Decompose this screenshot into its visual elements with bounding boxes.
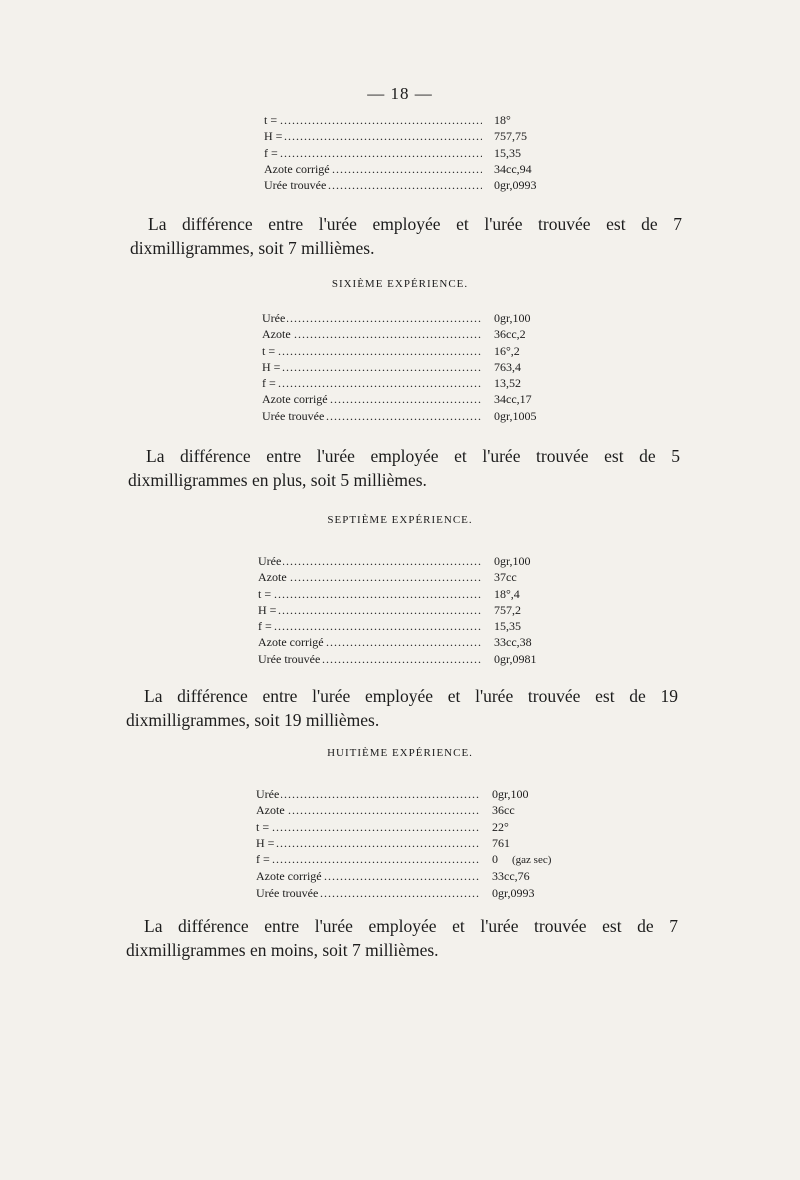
paragraph-2: La différence entre l'urée employée et l'urée trouvée est de 5 dixmilligrammes en plus, soit 5 millièmes. xyxy=(128,446,680,490)
table-row xyxy=(258,634,554,650)
table-row xyxy=(262,310,554,326)
row-label: Urée trouvée xyxy=(262,408,325,423)
table-row xyxy=(262,326,554,342)
row-value: 0gr,0981 xyxy=(494,651,537,666)
row-value: 757,75 xyxy=(494,129,527,144)
table-row xyxy=(258,553,554,569)
row-value: 757,2 xyxy=(494,602,521,617)
row-label: f = xyxy=(258,619,272,634)
value-number: 0 xyxy=(492,852,498,867)
row-label: Azote xyxy=(258,570,287,585)
measurement-table-sixth xyxy=(262,310,554,424)
row-value: 33cc,38 xyxy=(494,635,532,650)
row-label: t = xyxy=(264,113,278,127)
row-value: 16°,2 xyxy=(494,343,520,358)
table-row xyxy=(262,359,554,375)
measurement-table-eighth xyxy=(256,786,586,901)
table-row xyxy=(264,112,554,128)
row-label: Azote xyxy=(262,327,291,342)
table-row xyxy=(256,885,586,901)
table-row xyxy=(262,391,554,407)
row-label: f = xyxy=(262,376,276,391)
row-value: 33cc,76 xyxy=(492,869,530,884)
row-label: Azote corrigé xyxy=(262,392,328,407)
row-value: 0gr,100 xyxy=(494,311,531,325)
row-label: t = xyxy=(256,819,270,834)
row-label: t = xyxy=(262,343,276,358)
paragraph-4: La différence entre l'urée employée et l'urée trouvée est de 7 dixmilligrammes en moins, soit 7 millièmes. xyxy=(126,916,678,960)
table-row xyxy=(264,145,554,161)
table-row xyxy=(264,161,554,177)
table-row xyxy=(256,851,586,868)
row-label: f = xyxy=(264,145,278,160)
table-row xyxy=(264,177,554,193)
heading-eighth-experiment: HUITIÈME EXPÉRIENCE. xyxy=(327,747,473,759)
row-label: Azote corrigé xyxy=(256,869,322,884)
row-label: Urée trouvée xyxy=(264,178,327,193)
table-row xyxy=(256,835,586,851)
row-label: Urée xyxy=(262,311,286,325)
row-value: 0gr,100 xyxy=(492,787,529,801)
heading-seventh-experiment: SEPTIÈME EXPÉRIENCE. xyxy=(327,514,473,526)
row-value: 34cc,17 xyxy=(494,392,532,407)
value-note: (gaz sec) xyxy=(512,854,552,867)
row-value: 0gr,0993 xyxy=(494,178,537,193)
row-value: 0gr,100 xyxy=(494,554,531,568)
table-row xyxy=(262,343,554,359)
table-row xyxy=(262,408,554,424)
row-value: 761 xyxy=(492,835,510,850)
measurement-table-continued xyxy=(264,112,554,193)
row-value: 36cc,2 xyxy=(494,327,526,342)
paragraph-1: La différence entre l'urée employée et l'urée trouvée est de 7 dixmilligrammes, soit 7 millièmes. xyxy=(130,214,682,258)
table-row xyxy=(262,375,554,391)
row-value: 0gr,1005 xyxy=(494,408,537,423)
heading-sixth-experiment: SIXIÈME EXPÉRIENCE. xyxy=(331,278,469,290)
table-row xyxy=(256,819,586,835)
row-label: Urée xyxy=(258,554,282,568)
paragraph-3: La différence entre l'urée employée et l'urée trouvée est de 19 dixmilligrammes, soit 19 millièmes. xyxy=(126,686,678,730)
row-value: 22° xyxy=(492,819,509,834)
row-value: 15,35 xyxy=(494,145,521,160)
row-value: 13,52 xyxy=(494,376,521,391)
row-value: 15,35 xyxy=(494,619,521,634)
table-row xyxy=(256,802,586,818)
table-row xyxy=(258,651,554,667)
row-label: H = xyxy=(256,835,275,850)
row-label: H = xyxy=(264,129,283,144)
row-label: Azote xyxy=(256,803,285,818)
row-value: 36cc xyxy=(492,803,515,818)
row-label: Urée trouvée xyxy=(256,885,319,900)
row-label: Urée xyxy=(256,787,280,801)
row-label: Urée trouvée xyxy=(258,651,321,666)
table-row xyxy=(258,602,554,618)
table-row xyxy=(258,618,554,634)
row-label: f = xyxy=(256,852,270,867)
row-label: t = xyxy=(258,586,272,601)
table-row xyxy=(256,786,586,802)
table-row xyxy=(264,128,554,144)
row-value xyxy=(480,851,586,868)
measurement-table-seventh xyxy=(258,553,554,667)
row-label: Azote corrigé xyxy=(258,635,324,650)
table-row xyxy=(256,868,586,884)
row-value: 18° xyxy=(494,113,511,127)
row-value: 18°,4 xyxy=(494,586,520,601)
table-row xyxy=(258,586,554,602)
page-number: — 18 — xyxy=(367,84,433,103)
row-label: H = xyxy=(262,359,281,374)
table-row xyxy=(258,569,554,585)
row-value: 37cc xyxy=(494,570,517,585)
row-label: H = xyxy=(258,602,277,617)
row-value: 0gr,0993 xyxy=(492,885,535,900)
row-value: 763,4 xyxy=(494,359,521,374)
row-label: Azote corrigé xyxy=(264,161,330,176)
row-value: 34cc,94 xyxy=(494,161,532,176)
